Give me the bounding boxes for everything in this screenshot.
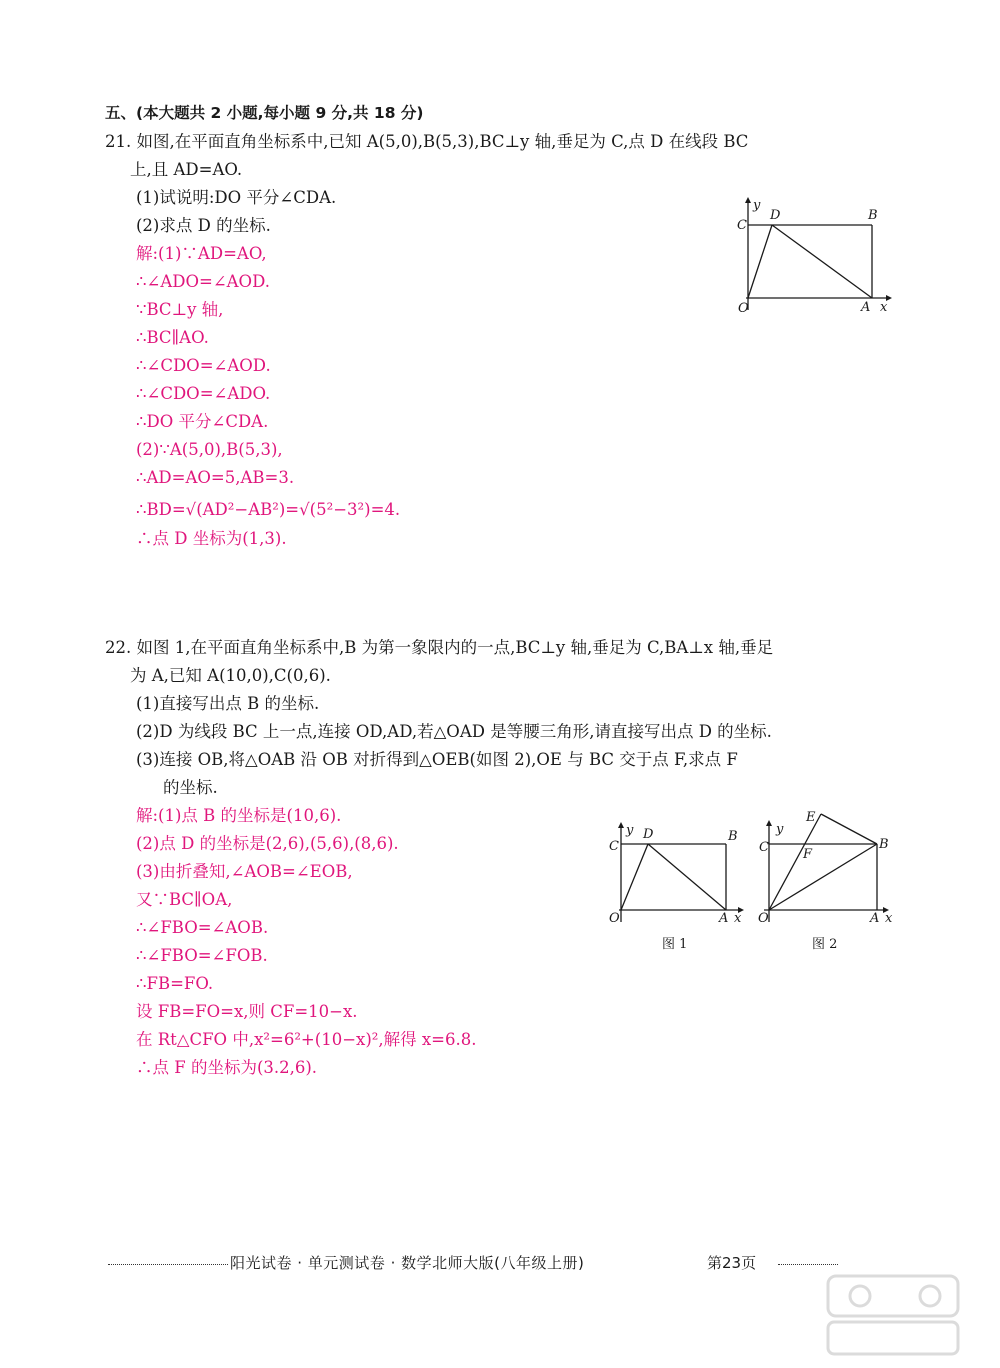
label-x: x [734, 911, 742, 926]
footer-title: 阳光试卷 · 单元测试卷 · 数学北师大版(八年级上册) [230, 1254, 585, 1272]
solution-line: ∴DO 平分∠CDA. [136, 412, 269, 431]
solution-line: ∴点 D 坐标为(1,3). [136, 529, 287, 548]
q22-stem-line-1: 22. 如图 1,在平面直角坐标系中,B 为第一象限内的一点,BC⊥y 轴,垂足为 C,BA⊥x 轴,垂足 [105, 638, 774, 657]
label-c: C [737, 218, 747, 233]
q22-part-2: (2)D 为线段 BC 上一点,连接 OD,AD,若△OAD 是等腰三角形,请直接写出点 D 的坐标. [136, 722, 772, 741]
solution-line: 在 Rt△CFO 中,x²=6²+(10−x)²,解得 x=6.8. [136, 1030, 477, 1049]
q22-figure-2 [755, 800, 905, 958]
solution-line: ∴∠CDO=∠ADO. [136, 384, 271, 403]
label-o: O [609, 911, 620, 926]
label-y: y [626, 823, 634, 838]
q21-figure [728, 195, 898, 320]
q21-stem-line-2: 上,且 AD=AO. [130, 160, 243, 179]
solution-line: ∴∠CDO=∠AOD. [136, 356, 271, 375]
label-a: A [861, 300, 871, 315]
solution-line: 又∵BC∥OA, [136, 890, 233, 909]
label-b: B [728, 829, 738, 844]
y-axis-arrow [766, 820, 772, 826]
label-o: O [738, 301, 749, 316]
solution-line: ∴BD=√(AD²−AB²)=√(5²−3²)=4. [136, 500, 401, 519]
label-a: A [870, 911, 880, 926]
q22-part-3b: 的坐标. [163, 778, 218, 797]
label-a: A [719, 911, 729, 926]
segment-eb [821, 814, 877, 844]
segment-od [621, 844, 648, 910]
solution-line: ∴点 F 的坐标为(3.2,6). [136, 1058, 318, 1077]
solution-line: ∴AD=AO=5,AB=3. [136, 468, 295, 487]
label-b: B [868, 208, 878, 223]
solution-line: (2)点 D 的坐标是(2,6),(5,6),(8,6). [136, 834, 399, 853]
segment-od [748, 225, 772, 298]
q22-figure-1 [600, 818, 750, 958]
solution-line: ∵BC⊥y 轴, [136, 300, 224, 319]
solution-line: ∴FB=FO. [136, 974, 214, 993]
q22-part-3a: (3)连接 OB,将△OAB 沿 OB 对折得到△OEB(如图 2),OE 与 BC 交于点 F,求点 F [136, 750, 738, 769]
q22-stem-line-2: 为 A,已知 A(10,0),C(0,6). [130, 666, 331, 685]
y-axis-arrow [618, 822, 624, 828]
q21-stem-line-1: 21. 如图,在平面直角坐标系中,已知 A(5,0),B(5,3),BC⊥y 轴,垂足为 C,点 D 在线段 BC [105, 132, 749, 151]
section-heading: 五、(本大题共 2 小题,每小题 9 分,共 18 分) [105, 104, 424, 122]
solution-line: (2)∵A(5,0),B(5,3), [136, 440, 283, 459]
figure-caption: 图 2 [812, 937, 838, 952]
label-x: x [885, 911, 893, 926]
label-e: E [806, 810, 816, 825]
figure-caption: 图 1 [662, 937, 688, 952]
label-f: F [803, 847, 813, 862]
solution-line: ∴∠FBO=∠AOB. [136, 918, 269, 937]
segment-ob [769, 844, 877, 910]
label-b: B [879, 837, 889, 852]
label-d: D [770, 208, 781, 223]
q22-part-1: (1)直接写出点 B 的坐标. [136, 694, 320, 713]
solution-line: 解:(1)∵AD=AO, [136, 244, 267, 263]
label-c: C [609, 839, 619, 854]
solution-line: ∴∠ADO=∠AOD. [136, 272, 270, 291]
label-x: x [880, 300, 888, 315]
solution-line: 解:(1)点 B 的坐标是(10,6). [136, 806, 342, 825]
page-number: 第23页 [707, 1254, 757, 1272]
solution-line: (3)由折叠知,∠AOB=∠EOB, [136, 862, 353, 881]
q21-part-1: (1)试说明:DO 平分∠CDA. [136, 188, 337, 207]
segment-da [648, 844, 726, 910]
label-o: O [758, 911, 769, 926]
segment-da [772, 225, 872, 298]
label-y: y [753, 198, 761, 213]
y-axis-arrow [745, 197, 751, 203]
label-y: y [776, 822, 784, 837]
solution-line: ∴∠FBO=∠FOB. [136, 946, 268, 965]
q21-part-2: (2)求点 D 的坐标. [136, 216, 271, 235]
solution-line: ∴BC∥AO. [136, 328, 209, 347]
label-c: C [759, 840, 769, 855]
solution-line: 设 FB=FO=x,则 CF=10−x. [136, 1002, 358, 1021]
label-d: D [643, 827, 654, 842]
watermark-logo [820, 1270, 970, 1360]
footer-dotted-rule-left [108, 1264, 228, 1265]
footer-dotted-rule-right [778, 1264, 838, 1265]
